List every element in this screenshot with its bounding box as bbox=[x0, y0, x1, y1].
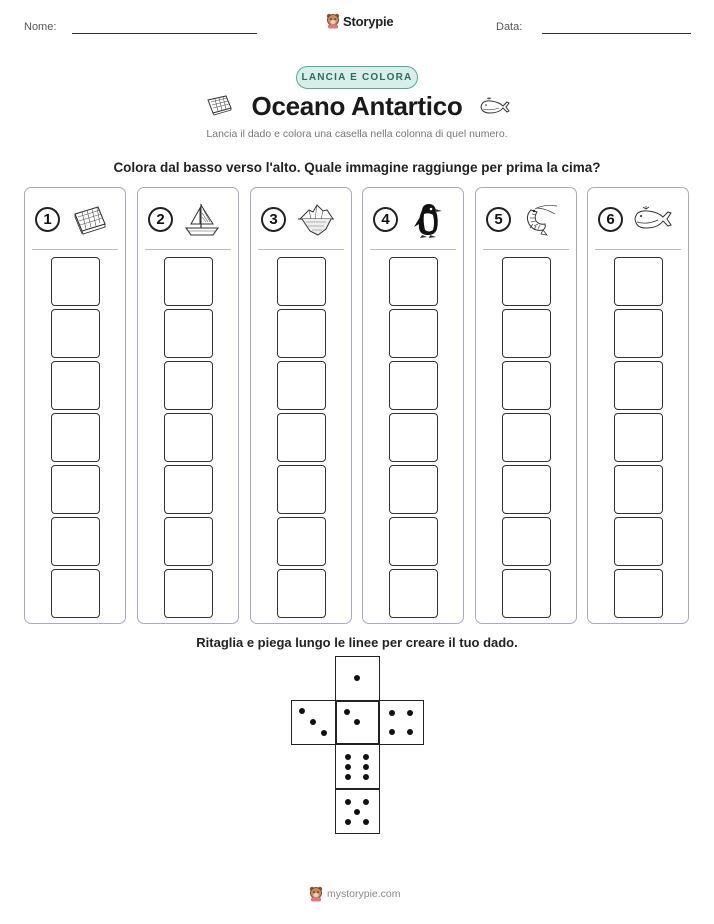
die-pip bbox=[407, 729, 413, 735]
ice-floe-icon bbox=[70, 202, 110, 236]
color-cell[interactable] bbox=[164, 569, 213, 618]
die-pip bbox=[345, 774, 351, 780]
color-cell[interactable] bbox=[502, 465, 551, 514]
color-cell[interactable] bbox=[614, 257, 663, 306]
die-pip bbox=[310, 719, 316, 725]
die-pip bbox=[321, 730, 327, 736]
color-cell[interactable] bbox=[389, 569, 438, 618]
column-number: 5 bbox=[486, 207, 511, 232]
color-cell[interactable] bbox=[389, 361, 438, 410]
footer bbox=[309, 886, 401, 902]
name-line[interactable] bbox=[72, 33, 257, 34]
color-cell[interactable] bbox=[277, 569, 326, 618]
color-cell[interactable] bbox=[164, 517, 213, 566]
column-number: 2 bbox=[148, 207, 173, 232]
color-cell[interactable] bbox=[51, 569, 100, 618]
color-cell[interactable] bbox=[164, 465, 213, 514]
color-cell[interactable] bbox=[164, 413, 213, 462]
column-header bbox=[588, 202, 688, 236]
activity-badge: LANCIA E COLORA bbox=[296, 66, 418, 89]
die-pip bbox=[354, 675, 360, 681]
brand-name: Storypie bbox=[343, 13, 394, 29]
column-1 bbox=[24, 187, 126, 624]
color-cell[interactable] bbox=[389, 413, 438, 462]
shrimp-icon bbox=[521, 202, 561, 238]
color-cell[interactable] bbox=[277, 413, 326, 462]
iceberg-icon bbox=[296, 202, 336, 236]
column-number: 3 bbox=[261, 207, 286, 232]
column-header bbox=[138, 202, 238, 236]
subtitle: Lancia il dado e colora una casella nella colonna di quel numero. bbox=[206, 128, 508, 140]
whale-icon bbox=[633, 202, 673, 232]
die-face-1 bbox=[335, 656, 380, 701]
color-cell[interactable] bbox=[389, 517, 438, 566]
color-cell[interactable] bbox=[614, 309, 663, 358]
color-cell[interactable] bbox=[614, 361, 663, 410]
color-cell[interactable] bbox=[502, 257, 551, 306]
color-cell[interactable] bbox=[389, 465, 438, 514]
die-pip bbox=[389, 729, 395, 735]
color-cell[interactable] bbox=[502, 413, 551, 462]
whale-icon bbox=[479, 96, 511, 116]
cut-instruction: Ritaglia e piega lungo le linee per creare il tuo dado. bbox=[196, 635, 518, 650]
color-cell[interactable] bbox=[277, 257, 326, 306]
footer-url[interactable]: mystorypie.com bbox=[327, 888, 401, 900]
color-cell[interactable] bbox=[389, 309, 438, 358]
die-pip bbox=[345, 754, 351, 760]
date-label: Data: bbox=[496, 21, 523, 33]
color-cell[interactable] bbox=[502, 309, 551, 358]
color-cell[interactable] bbox=[614, 569, 663, 618]
die-pip bbox=[407, 710, 413, 716]
column-number: 4 bbox=[373, 207, 398, 232]
color-cell[interactable] bbox=[164, 257, 213, 306]
die-pip bbox=[363, 764, 369, 770]
die-face-5 bbox=[335, 789, 380, 834]
storypie-bear-icon bbox=[309, 886, 323, 902]
column-number: 6 bbox=[598, 207, 623, 232]
name-label: Nome: bbox=[24, 21, 57, 33]
color-cell[interactable] bbox=[277, 517, 326, 566]
page-title: Oceano Antartico bbox=[251, 91, 463, 121]
color-cell[interactable] bbox=[277, 309, 326, 358]
date-line[interactable] bbox=[542, 33, 691, 34]
column-3 bbox=[250, 187, 352, 624]
column-header bbox=[25, 202, 125, 236]
die-pip bbox=[363, 754, 369, 760]
color-cell[interactable] bbox=[164, 361, 213, 410]
die-pip bbox=[354, 809, 360, 815]
color-cell[interactable] bbox=[277, 465, 326, 514]
die-pip bbox=[299, 708, 305, 714]
die-pip bbox=[345, 764, 351, 770]
color-cell[interactable] bbox=[614, 517, 663, 566]
color-cell[interactable] bbox=[51, 413, 100, 462]
color-cell[interactable] bbox=[502, 517, 551, 566]
column-4 bbox=[362, 187, 464, 624]
color-cell[interactable] bbox=[51, 465, 100, 514]
column-header bbox=[363, 202, 463, 236]
die-pip bbox=[363, 774, 369, 780]
color-cell[interactable] bbox=[502, 569, 551, 618]
die-face-6 bbox=[335, 744, 380, 789]
sailboat-icon bbox=[183, 202, 223, 238]
color-cell[interactable] bbox=[614, 465, 663, 514]
column-2 bbox=[137, 187, 239, 624]
color-cell[interactable] bbox=[502, 361, 551, 410]
die-pip bbox=[354, 719, 360, 725]
die-pip bbox=[363, 799, 369, 805]
die-pip bbox=[389, 710, 395, 716]
color-cell[interactable] bbox=[51, 517, 100, 566]
storypie-bear-icon bbox=[326, 13, 340, 29]
color-cell[interactable] bbox=[164, 309, 213, 358]
die-pip bbox=[345, 819, 351, 825]
column-6 bbox=[587, 187, 689, 624]
penguin-icon bbox=[408, 202, 448, 240]
color-cell[interactable] bbox=[51, 361, 100, 410]
color-cell[interactable] bbox=[277, 361, 326, 410]
game-instruction: Colora dal basso verso l'alto. Quale immagine raggiunge per prima la cima? bbox=[113, 160, 601, 175]
color-cell[interactable] bbox=[51, 309, 100, 358]
color-cell[interactable] bbox=[51, 257, 100, 306]
brand bbox=[326, 13, 393, 29]
die-face-4 bbox=[379, 700, 424, 745]
die-pip bbox=[345, 799, 351, 805]
column-header bbox=[476, 202, 576, 236]
column-header bbox=[251, 202, 351, 236]
color-cell[interactable] bbox=[389, 257, 438, 306]
column-5 bbox=[475, 187, 577, 624]
die-pip bbox=[363, 819, 369, 825]
color-cell[interactable] bbox=[614, 413, 663, 462]
die-pip bbox=[344, 709, 350, 715]
column-number: 1 bbox=[35, 207, 60, 232]
die-face-3 bbox=[291, 700, 336, 745]
die-face-2 bbox=[335, 700, 380, 745]
